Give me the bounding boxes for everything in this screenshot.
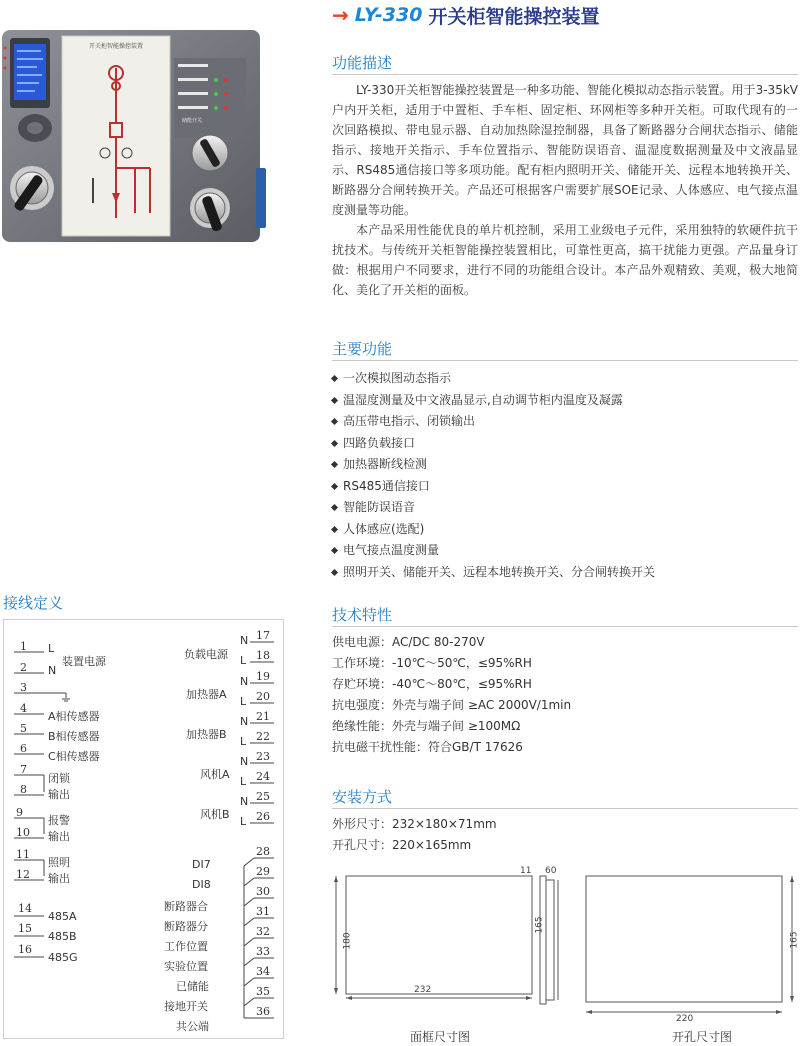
terminal-number: 35 [256,985,270,998]
label-fan-a: 风机A [200,768,230,781]
label-light: 照明 [48,856,70,869]
label-work-position: 工作位置 [164,940,208,953]
wiring-diagram [3,619,284,1039]
section-heading-wiring: 接线定义 [3,594,64,612]
label-stored: 已储能 [176,980,209,993]
terminal-l: L [240,775,247,788]
terminal-number: 16 [18,943,32,956]
spec-item: 存贮环境：-40℃～80℃，≤95%RH [332,677,532,691]
list-item: 智能防误语音 [332,497,655,519]
label-test-position: 实验位置 [164,960,208,973]
spec-item: 工作环境：-10℃～50℃，≤95%RH [332,656,532,670]
section-divider [332,808,798,809]
list-item: 高压带电指示、闭锁输出 [332,411,655,433]
terminal-number: 31 [256,905,270,918]
bullet-icon [331,483,338,490]
side-height-label: 165 [534,916,545,934]
description-paragraph-1: LY-330开关柜智能操控装置是一种多功能、智能化模拟动态指示装置。用于3-35kV户内开关柜，适用于中置柜、手车柜、固定柜、环网柜等多种开关柜。可取代现有的一次回路模拟、带电显示器、自动加热除湿控制器，具备了断路器分合闸状态指示、储能指示、接地开关指示、手车位置指示、智能防误语音、温湿度数据测量及中文液晶显示、RS485通信接口等多项功能。配有柜内照明开关、储能开关、远程本地转换开关、断路器分合闸转换开关。产品还可根据客户需要扩展SOE记录、人体感应、电气接点温度测量等功能。 [332,83,798,217]
terminal-number: 18 [256,649,270,662]
spec-item: 绝缘性能：外壳与端子间 ≥100MΩ [332,719,521,733]
label-breaker-open: 断路器分 [164,920,208,933]
frame-height-label: 180 [342,932,353,950]
terminal-n: N [240,795,249,808]
terminal-number: 23 [256,750,270,763]
section-divider [332,360,798,361]
list-item: 四路负载接口 [332,433,655,455]
frame-caption: 面框尺寸图 [410,1030,471,1044]
label-di7: DI7 [192,858,211,871]
label-485b: 485B [48,930,77,943]
label-fan-b: 风机B [200,808,230,821]
label-load-power: 负载电源 [184,648,228,661]
list-item: RS485通信接口 [332,476,655,498]
terminal-n: N [240,634,249,647]
terminal-number: 1 [20,640,27,653]
label-lock: 闭锁 [48,772,70,785]
label-lock-output: 输出 [48,788,70,801]
label-sensor-a: A相传感器 [48,710,100,723]
frame-dimension-drawing [330,866,580,1016]
terminal-number: 11 [16,848,30,861]
description-text [332,80,798,300]
label-alarm-output: 输出 [48,830,70,843]
bullet-icon [331,397,338,404]
terminal-l: L [48,642,55,655]
list-item: 一次模拟图动态指示 [332,368,655,390]
terminal-number: 10 [16,826,30,839]
terminal-l: L [240,654,247,667]
hole-height-label: 165 [789,931,800,949]
spec-item: 抗电磁干扰性能：符合GB/T 17626 [332,740,523,754]
label-breaker-close: 断路器合 [164,900,208,913]
section-divider [332,626,798,627]
product-name: 开关柜智能操控装置 [428,5,600,28]
terminal-n: N [240,675,249,688]
svg-text:开关柜智能操控装置: 开关柜智能操控装置 [88,43,144,50]
terminal-n: N [240,755,249,768]
section-heading-tech: 技术特性 [332,606,393,624]
list-item: 人体感应(选配) [332,519,655,541]
terminal-number: 20 [256,690,270,703]
terminal-number: 4 [20,702,27,715]
terminal-number: 26 [256,810,270,823]
label-earth-switch: 接地开关 [164,1000,208,1013]
terminal-number: 2 [20,661,27,674]
label-sensor-b: B相传感器 [48,730,100,743]
terminal-number: 29 [256,865,270,878]
section-heading-main-functions: 主要功能 [332,340,393,358]
terminal-n: N [48,664,57,677]
feature-list [332,368,655,583]
terminal-number: 17 [256,629,270,642]
bullet-icon [331,418,338,425]
label-common: 共公端 [176,1020,209,1033]
device-photo [0,28,268,246]
terminal-number: 5 [20,722,27,735]
terminal-number: 9 [16,806,23,819]
section-heading-description: 功能描述 [332,54,393,72]
label-heater-a: 加热器A [186,688,227,701]
label-485a: 485A [48,910,77,923]
terminal-number: 12 [16,868,30,881]
install-list [332,814,497,856]
terminal-number: 22 [256,730,270,743]
spec-list [332,632,571,758]
install-item: 开孔尺寸：220×165mm [332,838,472,852]
terminal-number: 28 [256,845,270,858]
terminal-number: 15 [18,922,32,935]
bullet-icon [331,440,338,447]
section-heading-install: 安装方式 [332,788,393,806]
terminal-number: 36 [256,1005,270,1018]
terminal-number: 19 [256,670,270,683]
arrow-icon: → [332,3,349,27]
section-divider [332,74,798,75]
label-heater-b: 加热器B [186,728,227,741]
bullet-icon [331,375,338,382]
terminal-l: L [240,695,247,708]
list-item: 温湿度测量及中文液晶显示,自动调节柜内温度及凝露 [332,390,655,412]
hole-caption: 开孔尺寸图 [672,1030,733,1044]
label-power: 装置电源 [62,655,106,668]
hole-dimension-drawing [582,872,800,1022]
label-485g: 485G [48,951,78,964]
page-title [332,2,599,28]
label-light-output: 输出 [48,872,70,885]
svg-text:储能开关: 储能开关 [182,118,203,124]
terminal-number: 7 [20,763,27,776]
terminal-number: 34 [256,965,270,978]
bullet-icon [331,526,338,533]
spec-item: 抗电强度：外壳与端子间 ≥AC 2000V/1min [332,698,572,712]
spec-item: 供电电源：AC/DC 80-270V [332,635,485,649]
terminal-number: 33 [256,945,270,958]
terminal-number: 6 [20,742,27,755]
description-paragraph-2: 本产品采用性能优良的单片机控制，采用工业级电子元件，采用独特的软硬件抗干扰技术。与传统开关柜智能操控装置相比，可靠性更高，搞干扰能力更强。产品量身订做：根据用户不同要求，进行不同的功能组合设计。本产品外观精致、美观，极大地简化、美化了开关柜的面板。 [332,223,798,297]
terminal-number: 24 [256,770,270,783]
terminal-l: L [240,735,247,748]
terminal-number: 30 [256,885,270,898]
terminal-number: 8 [20,783,27,796]
terminal-number: 32 [256,925,270,938]
terminal-n: N [240,715,249,728]
terminal-number: 14 [18,902,32,915]
frame-width-label: 232 [414,985,432,995]
terminal-l: L [240,815,247,828]
model-number: LY-330 [354,4,423,26]
terminal-number: 3 [20,681,27,694]
bullet-icon [331,569,338,576]
bullet-icon [331,504,338,511]
label-sensor-c: C相传感器 [48,750,100,763]
bullet-icon [331,547,338,554]
label-di8: DI8 [192,878,211,891]
terminal-number: 25 [256,790,270,803]
hole-width-label: 220 [676,1014,694,1024]
list-item: 电气接点温度测量 [332,540,655,562]
label-alarm: 报警 [48,814,70,827]
terminal-number: 21 [256,710,270,723]
bullet-icon [331,461,338,468]
list-item: 照明开关、储能开关、远程本地转换开关、分合闸转换开关 [332,562,655,584]
install-item: 外形尺寸：232×180×71mm [332,817,497,831]
side-depth-label-a: 11 [520,866,532,876]
side-depth-label-b: 60 [545,866,557,876]
list-item: 加热器断线检测 [332,454,655,476]
